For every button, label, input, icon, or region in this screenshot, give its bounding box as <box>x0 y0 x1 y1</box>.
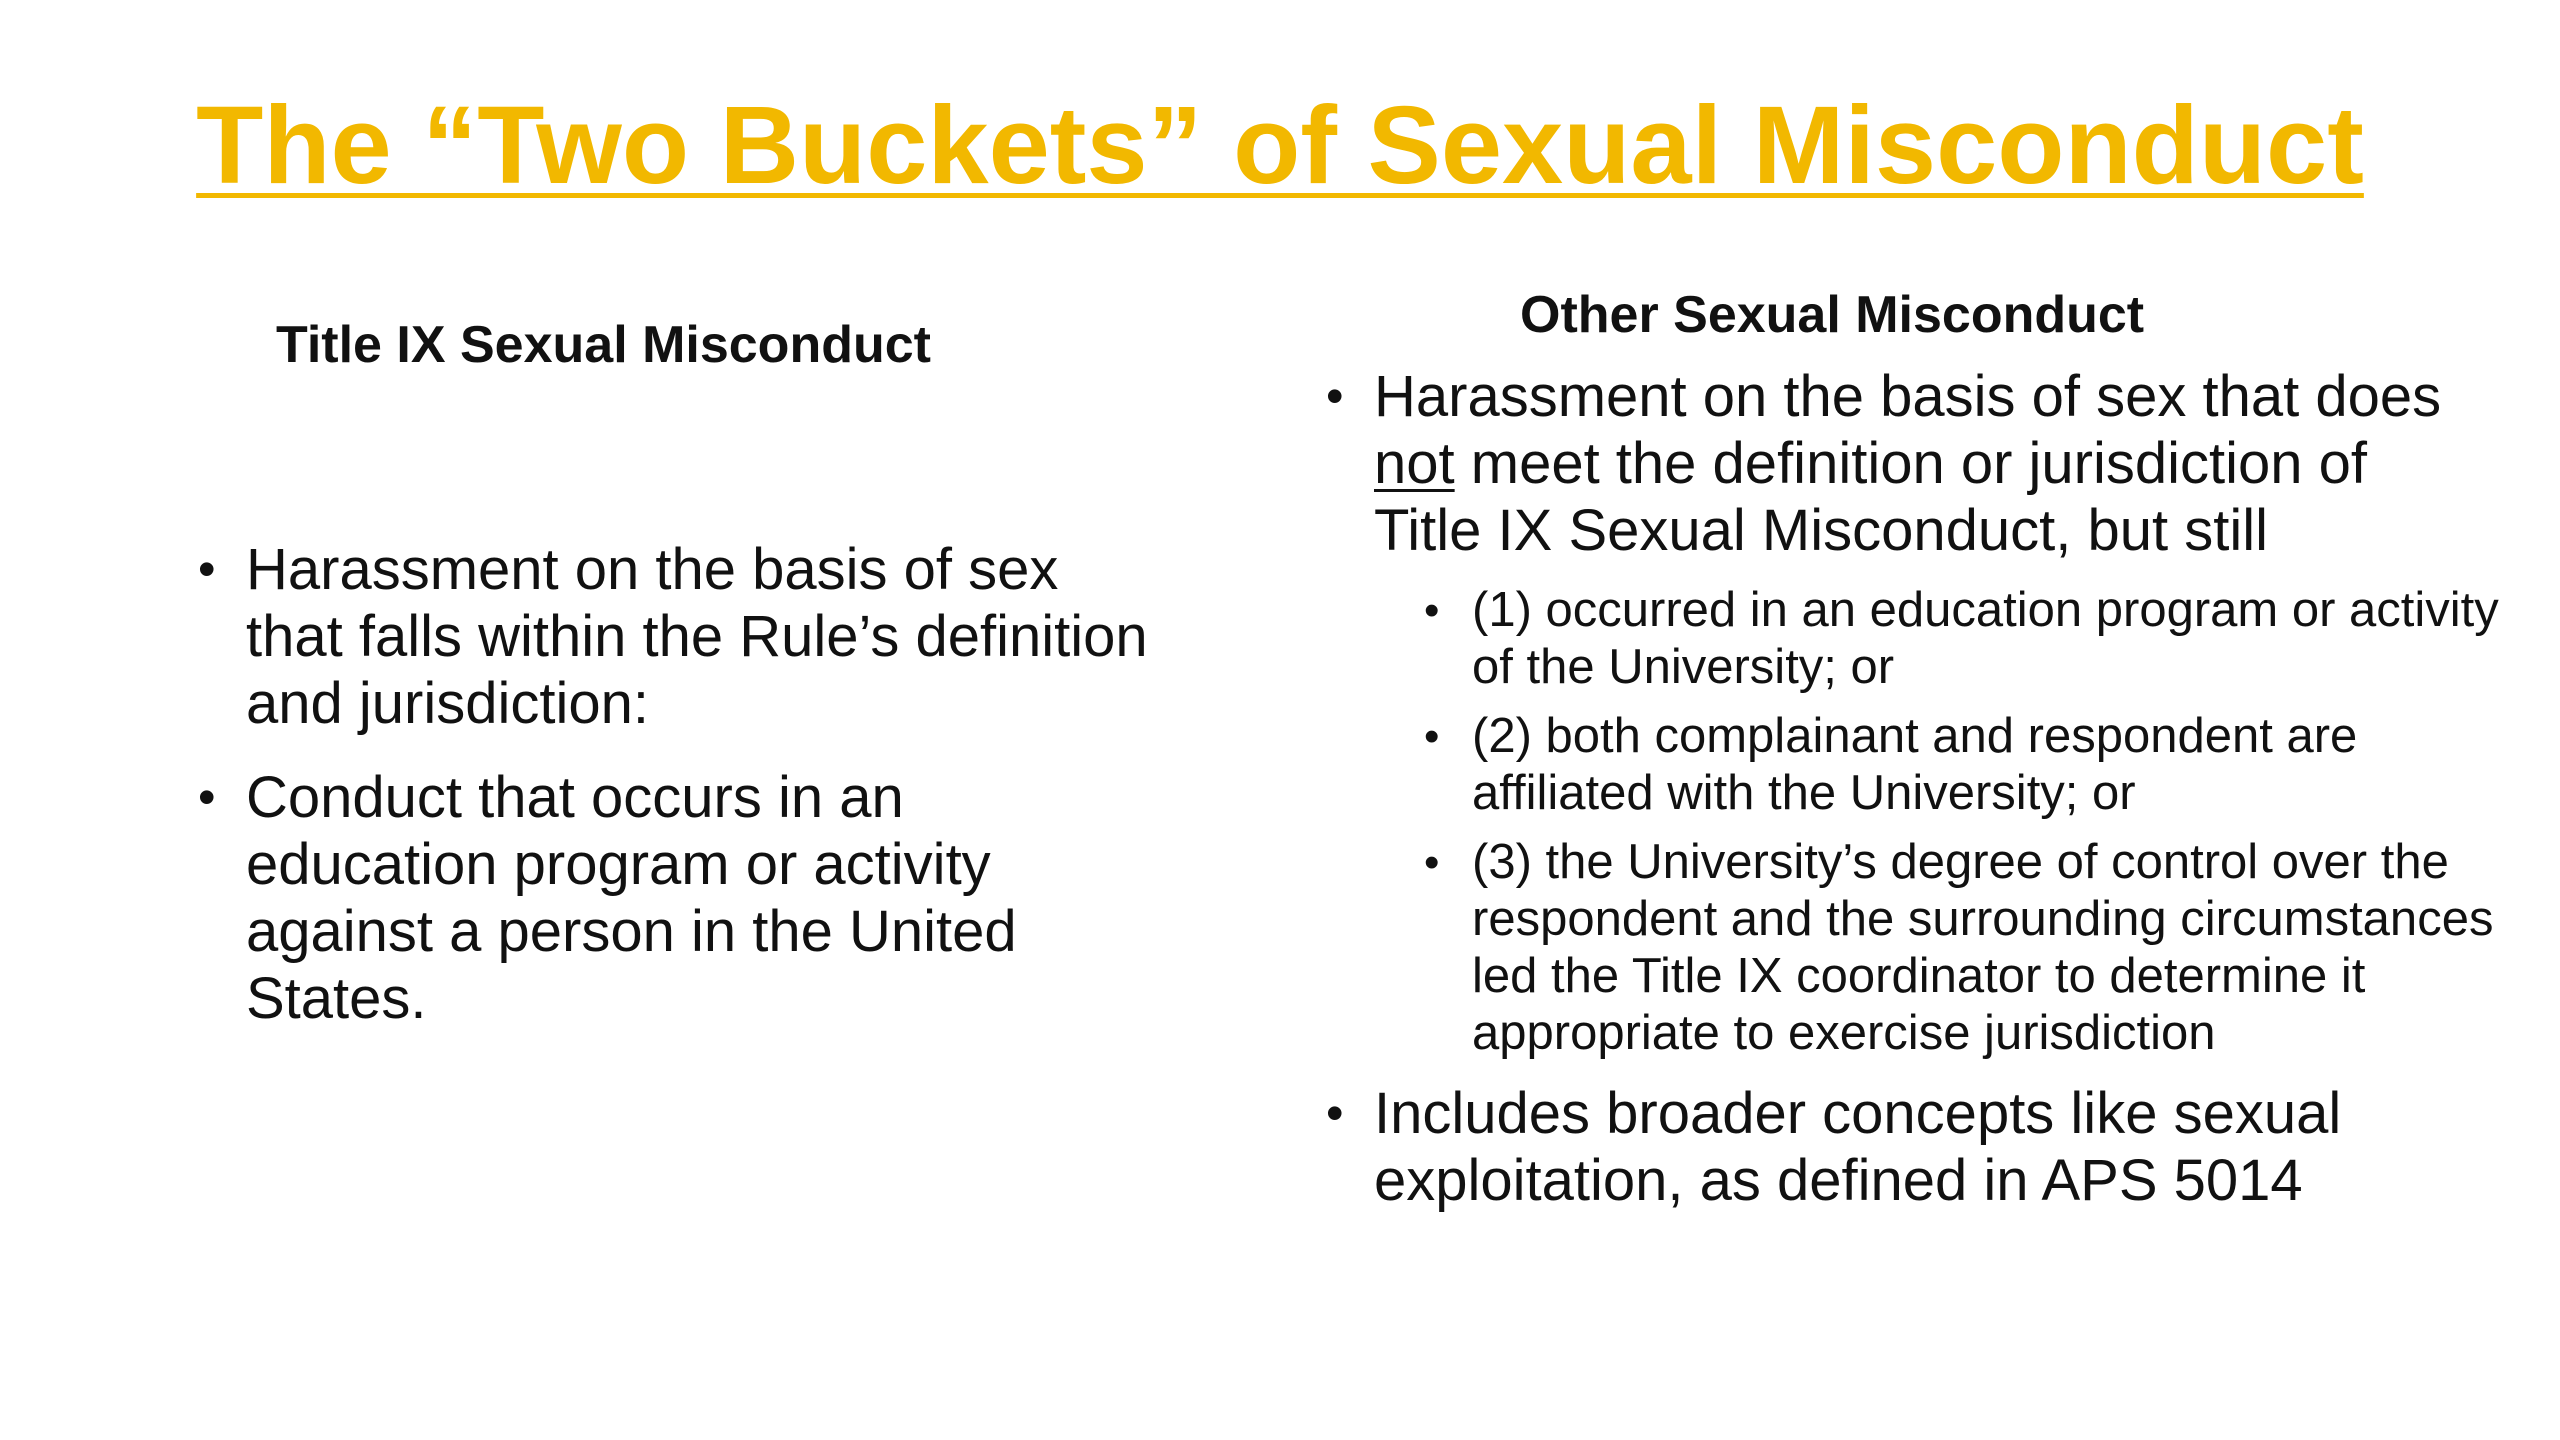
left-bullet-item <box>198 764 1148 1032</box>
sub-bullet-item <box>1424 834 2516 1062</box>
sub-bullet-text: (2) both complainant and respondent are affiliated with the University; or <box>1472 709 2358 820</box>
right-column-heading: Other Sexual Misconduct <box>1520 286 2145 344</box>
sub-bullet-marker: • <box>1424 586 1440 635</box>
sub-bullet-text: (3) the University’s degree of control over the respondent and the surrounding circumstances led the Title IX coordinator to determine it appropriate to exercise jurisdiction <box>1472 835 2494 1060</box>
sub-bullet-text: (1) occurred in an education program or activity of the University; or <box>1472 583 2499 694</box>
right-bullet-item <box>1326 1080 2466 1214</box>
left-bullet-item <box>198 536 1148 737</box>
left-bullet-list <box>198 536 1148 1032</box>
bullet-marker: • <box>198 541 216 597</box>
sub-bullet-list <box>1424 582 2516 1062</box>
left-column-heading: Title IX Sexual Misconduct <box>276 316 931 374</box>
right-bullet-text: Includes broader concepts like sexual exploitation, as defined in APS 5014 <box>1374 1081 2342 1213</box>
right-bullet-item <box>1326 363 2499 1062</box>
slide-title: The “Two Buckets” of Sexual Misconduct <box>196 84 2364 207</box>
underlined-not: not <box>1374 431 1455 496</box>
left-bullet-text: Conduct that occurs in an education program or activity against a person in the United States. <box>246 765 1017 1031</box>
right-bullet-list <box>1326 363 2499 1214</box>
left-bullet-text: Harassment on the basis of sex that falls within the Rule’s definition and jurisdiction: <box>246 537 1148 736</box>
right-bullet-text-part1: Harassment on the basis of sex that does <box>1374 364 2442 429</box>
bullet-marker: • <box>198 769 216 825</box>
sub-bullet-item <box>1424 582 2516 696</box>
right-bullet-text <box>1374 364 2441 563</box>
sub-bullet-marker: • <box>1424 712 1440 761</box>
right-bullet-text-part2: meet the definition or jurisdiction of Title IX Sexual Misconduct, but still <box>1374 431 2368 563</box>
sub-bullet-item <box>1424 708 2516 822</box>
sub-bullet-marker: • <box>1424 838 1440 887</box>
bullet-marker: • <box>1326 368 1344 424</box>
bullet-marker: • <box>1326 1085 1344 1141</box>
